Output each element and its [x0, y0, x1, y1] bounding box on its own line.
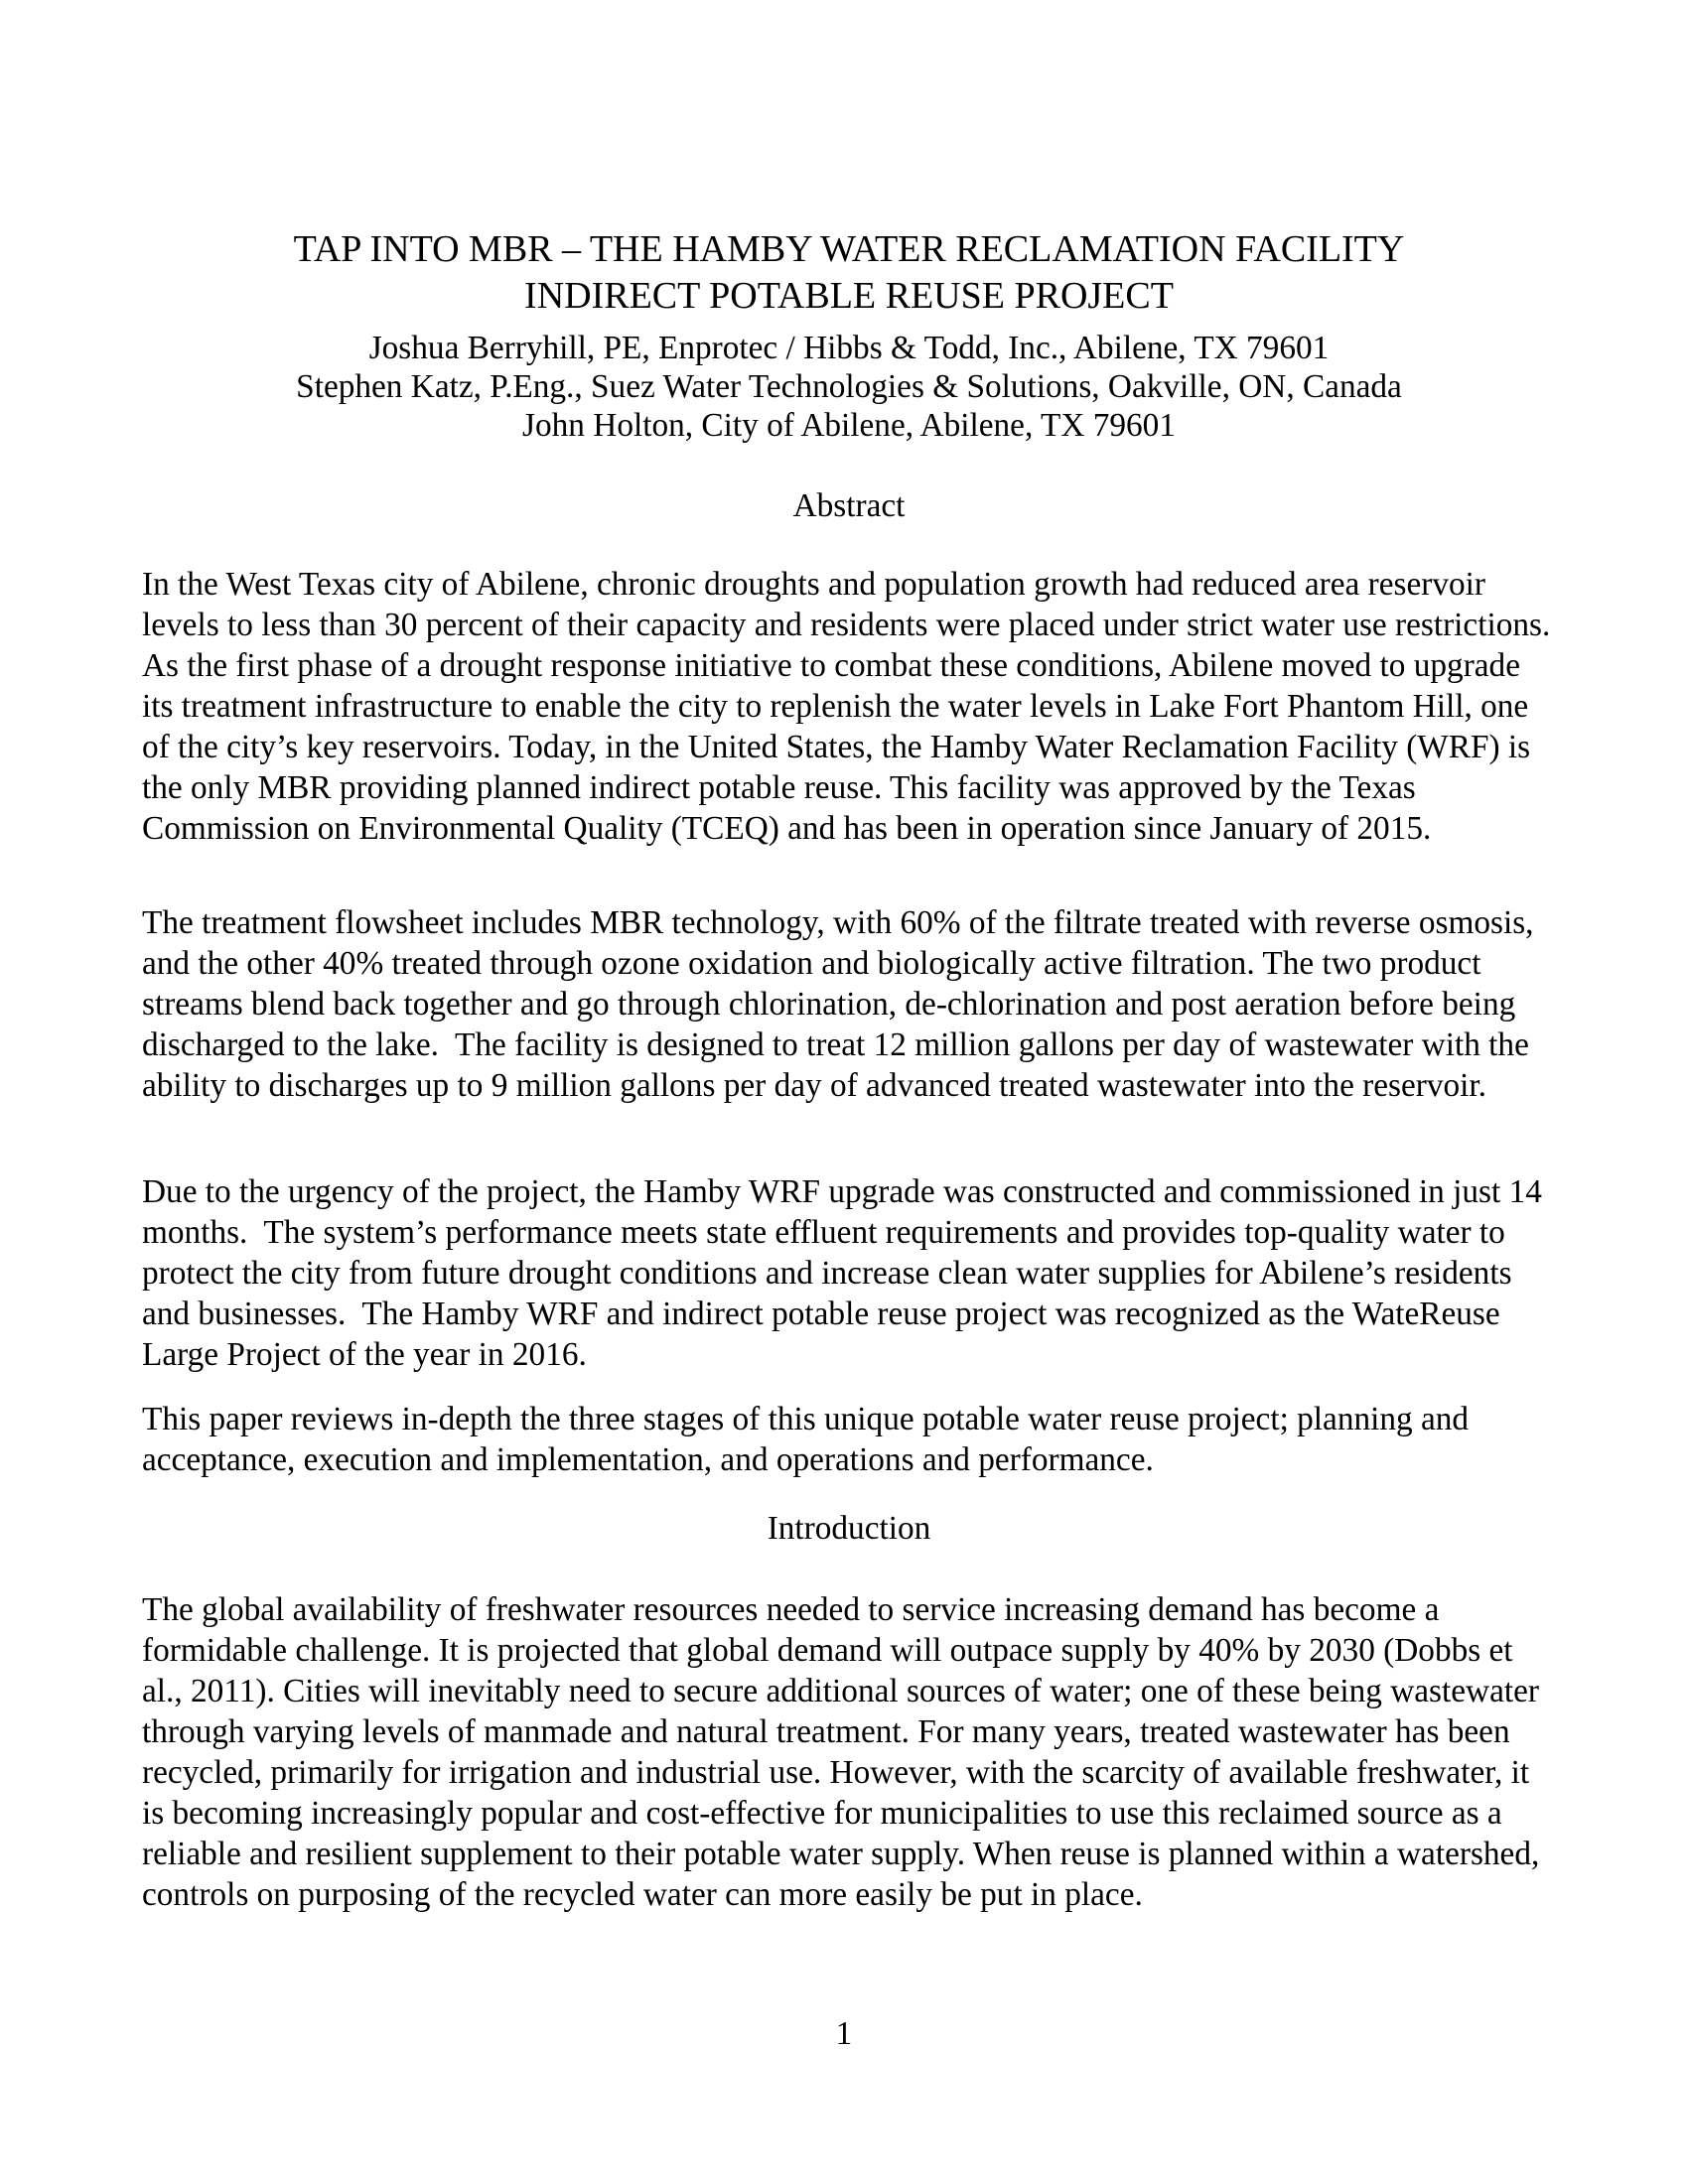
paper-title-line-2: INDIRECT POTABLE REUSE PROJECT — [524, 275, 1174, 318]
introduction-paragraph-1: The global availability of freshwater resources needed to service increasing demand has become a formidable challenge. It is projected that global demand will outpace supply by 40% by 2030 (Dobbs et al., 2011). Cities will inevitably need to secure additional sources of water; one of these being wastewater through varying levels of manmade and natural treatment. For many years, treated wastewater has been recycled, primarily for irrigation and industrial use. However, with the scarcity of available freshwater, it is becoming increasingly popular and cost-effective for municipalities to use this reclaimed source as a reliable and resilient supplement to their potable water supply. When reuse is planned within a watershed, controls on purposing of the recycled water can more easily be put in place. — [142, 1591, 1548, 1913]
abstract-paragraph-1: In the West Texas city of Abilene, chronic droughts and population growth had reduced area reservoir levels to less than 30 percent of their capacity and residents were placed under strict water use restrictions. As the first phase of a drought response initiative to combat these conditions, Abilene moved to upgrade its treatment infrastructure to enable the city to replenish the water levels in Lake Fort Phantom Hill, one of the city’s key reservoirs. Today, in the United States, the Hamby Water Reclamation Facility (WRF) is the only MBR providing planned indirect potable reuse. This facility was approved by the Texas Commission on Environmental Quality (TCEQ) and has been in operation since January of 2015. — [142, 566, 1566, 847]
paper-title-line-1: TAP INTO MBR – THE HAMBY WATER RECLAMATION FACILITY — [293, 228, 1405, 271]
author-line-2: Stephen Katz, P.Eng., Suez Water Technologies & Solutions, Oakville, ON, Canada — [296, 368, 1402, 405]
author-line-3: John Holton, City of Abilene, Abilene, TX 79601 — [522, 407, 1176, 444]
abstract-paragraph-3: Due to the urgency of the project, the Hamby WRF upgrade was constructed and commissioned in just 14 months. The system’s performance meets state effluent requirements and provides top-quality water to protect the city from future drought conditions and increase clean water supplies for Abilene’s residents and businesses. The Hamby WRF and indirect potable reuse project was recognized as the WateReuse Large Project of the year in 2016. — [142, 1173, 1551, 1373]
abstract-paragraph-2: The treatment flowsheet includes MBR technology, with 60% of the filtrate treated with reverse osmosis, and the other 40% treated through ozone oxidation and biologically active filtration. The two product streams blend back together and go through chlorination, de-chlorination and post aeration before being discharged to the lake. The facility is designed to treat 12 million gallons per day of wastewater with the ability to discharges up to 9 million gallons per day of advanced treated wastewater into the reservoir. — [142, 904, 1542, 1104]
introduction-heading: Introduction — [767, 1510, 931, 1547]
abstract-heading: Abstract — [792, 487, 906, 524]
author-line-1: Joshua Berryhill, PE, Enprotec / Hibbs & Todd, Inc., Abilene, TX 79601 — [368, 330, 1330, 366]
page-number: 1 — [835, 2015, 853, 2052]
paper-title — [142, 226, 1556, 320]
author-list — [142, 329, 1556, 445]
abstract-paragraph-4: This paper reviews in-depth the three stages of this unique potable water reuse project; planning and acceptance, execution and implementation, and operations and performance. — [142, 1401, 1477, 1478]
